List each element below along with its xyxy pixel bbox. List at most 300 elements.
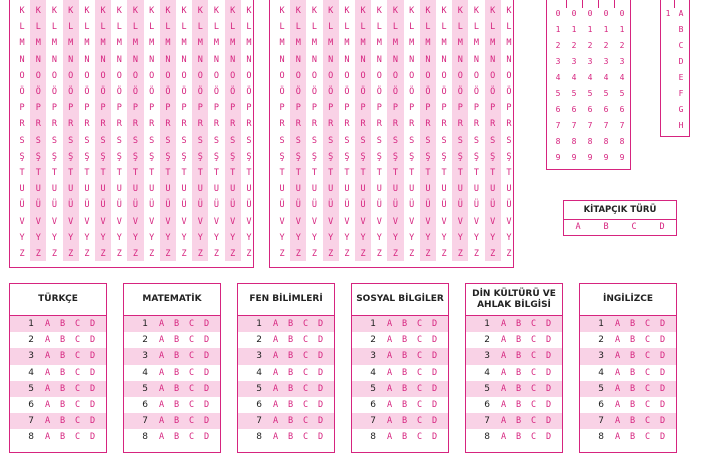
name-left-bubble[interactable]: Z [246,249,252,259]
name-right-bubble[interactable]: Y [344,232,350,243]
name-left-bubble[interactable]: Y [132,232,139,243]
name-left-bubble[interactable]: Y [246,232,252,243]
name-left-bubble[interactable]: L [19,22,25,33]
answer-bubble[interactable]: C [302,432,309,443]
name-left-bubble[interactable]: L [100,22,106,33]
name-left-bubble[interactable]: Ş [68,151,74,162]
name-right-bubble[interactable]: R [425,119,431,130]
name-right-bubble[interactable]: Ş [425,151,431,162]
answer-bubble[interactable]: A [614,432,621,443]
name-right-bubble[interactable]: T [490,168,496,178]
name-left-bubble[interactable]: T [84,168,90,178]
answer-bubble[interactable]: B [401,319,408,330]
answer-bubble[interactable]: D [203,383,210,394]
name-right-bubble[interactable]: R [360,119,366,130]
name-right-bubble[interactable]: R [506,119,512,130]
name-right-bubble[interactable]: U [457,184,463,195]
name-right-bubble[interactable]: R [490,119,496,130]
name-left-bubble[interactable]: Ü [165,200,171,211]
answer-bubble[interactable]: A [500,416,507,427]
name-left-bubble[interactable]: O [35,70,41,81]
answer-bubble[interactable]: B [59,383,66,394]
name-right-bubble[interactable]: Ş [328,151,334,162]
name-right-bubble[interactable]: Y [360,232,366,243]
answer-bubble[interactable]: C [188,335,195,346]
answer-bubble[interactable]: B [59,319,66,330]
name-right-bubble[interactable]: U [376,184,382,195]
name-left-bubble[interactable]: K [51,6,58,16]
name-right-bubble[interactable]: Z [409,249,415,259]
name-right-bubble[interactable]: Ü [328,200,334,211]
digit-bubble[interactable]: 4 [555,73,561,82]
name-right-bubble[interactable]: K [490,6,496,16]
name-right-bubble[interactable]: O [311,70,318,81]
answer-bubble[interactable]: B [629,416,636,427]
name-right-bubble[interactable]: K [473,6,480,16]
name-left-bubble[interactable]: M [35,38,41,49]
class-letter-bubble[interactable]: F [678,89,684,98]
answer-bubble[interactable]: C [302,383,309,394]
answer-bubble[interactable]: D [317,319,324,330]
name-right-bubble[interactable]: V [376,216,382,227]
name-right-bubble[interactable]: L [441,22,447,33]
answer-bubble[interactable]: D [89,416,96,427]
name-right-bubble[interactable]: Ö [328,87,334,97]
name-left-bubble[interactable]: U [132,184,139,195]
name-left-bubble[interactable]: Y [68,232,74,243]
name-left-bubble[interactable]: O [230,70,236,81]
name-right-bubble[interactable]: U [295,184,301,195]
answer-bubble[interactable]: A [272,335,279,346]
name-left-bubble[interactable]: O [51,70,58,81]
name-right-bubble[interactable]: Z [279,249,285,259]
name-left-bubble[interactable]: O [84,70,90,81]
name-left-bubble[interactable]: S [230,135,236,146]
name-right-bubble[interactable]: S [457,135,463,146]
name-right-bubble[interactable]: Ü [360,200,366,211]
name-right-bubble[interactable]: Ş [392,151,399,162]
name-left-bubble[interactable]: S [165,135,171,146]
answer-bubble[interactable]: D [317,351,324,362]
name-right-bubble[interactable]: R [392,119,399,130]
name-left-bubble[interactable]: O [68,70,74,81]
name-left-bubble[interactable]: U [35,184,41,195]
digit-bubble[interactable]: 1 [587,25,593,34]
answer-bubble[interactable]: A [272,351,279,362]
name-left-bubble[interactable]: Z [213,249,220,259]
answer-bubble[interactable]: B [401,432,408,443]
digit-bubble[interactable]: 8 [619,137,625,146]
digit-bubble[interactable]: 3 [587,57,593,66]
name-right-bubble[interactable]: M [425,38,431,49]
name-right-bubble[interactable]: V [441,216,447,227]
answer-bubble[interactable]: B [401,367,408,378]
answer-bubble[interactable]: A [158,335,165,346]
answer-bubble[interactable]: B [515,335,522,346]
name-left-bubble[interactable]: R [84,119,90,130]
name-left-bubble[interactable]: M [213,38,220,49]
name-left-bubble[interactable]: K [84,6,90,16]
name-right-bubble[interactable]: N [441,54,447,65]
name-left-bubble[interactable]: S [68,135,74,146]
digit-bubble[interactable]: 3 [571,57,577,66]
name-right-bubble[interactable]: P [328,103,334,114]
answer-bubble[interactable]: C [644,383,651,394]
name-right-bubble[interactable]: K [425,6,431,16]
name-right-bubble[interactable]: L [360,22,366,33]
name-left-bubble[interactable]: U [116,184,122,195]
answer-bubble[interactable]: C [530,351,537,362]
name-left-bubble[interactable]: Ö [19,87,25,97]
answer-bubble[interactable]: D [431,351,438,362]
name-left-bubble[interactable]: M [19,38,25,49]
name-left-bubble[interactable]: Ü [149,200,155,211]
name-left-bubble[interactable]: T [230,168,236,178]
name-right-bubble[interactable]: Ü [506,200,512,211]
answer-bubble[interactable]: D [431,416,438,427]
name-left-bubble[interactable]: N [35,54,41,65]
name-left-bubble[interactable]: R [165,119,171,130]
answer-bubble[interactable]: A [272,367,279,378]
name-right-bubble[interactable]: O [344,70,350,81]
name-right-bubble[interactable]: S [328,135,334,146]
name-left-bubble[interactable]: R [213,119,220,130]
name-right-bubble[interactable]: O [473,70,480,81]
name-right-bubble[interactable]: S [376,135,382,146]
answer-bubble[interactable]: D [89,367,96,378]
name-right-bubble[interactable]: N [360,54,366,65]
name-right-bubble[interactable]: O [392,70,399,81]
name-left-bubble[interactable]: N [197,54,203,65]
name-right-bubble[interactable]: S [295,135,301,146]
name-right-bubble[interactable]: U [473,184,480,195]
name-right-bubble[interactable]: R [473,119,480,130]
name-right-bubble[interactable]: Ş [344,151,350,162]
name-left-bubble[interactable]: Ş [149,151,155,162]
name-right-bubble[interactable]: Z [457,249,463,259]
name-right-bubble[interactable]: M [295,38,301,49]
name-right-bubble[interactable]: N [279,54,285,65]
answer-bubble[interactable]: A [386,335,393,346]
name-left-bubble[interactable]: S [181,135,187,146]
answer-bubble[interactable]: C [530,367,537,378]
answer-bubble[interactable]: A [44,351,51,362]
name-left-bubble[interactable]: Y [149,232,155,243]
name-right-bubble[interactable]: V [409,216,415,227]
answer-bubble[interactable]: B [629,367,636,378]
name-left-bubble[interactable]: P [19,103,25,114]
digit-bubble[interactable]: 3 [555,57,561,66]
answer-bubble[interactable]: B [287,367,294,378]
name-right-bubble[interactable]: Ö [376,87,382,97]
name-left-bubble[interactable]: T [19,168,25,178]
digit-bubble[interactable]: 7 [571,121,577,130]
answer-bubble[interactable]: B [401,351,408,362]
name-right-bubble[interactable]: P [425,103,431,114]
name-right-bubble[interactable]: R [441,119,447,130]
answer-bubble[interactable]: B [287,432,294,443]
name-left-bubble[interactable]: T [165,168,171,178]
answer-bubble[interactable]: A [44,400,51,411]
digit-bubble[interactable]: 9 [555,153,561,162]
name-left-bubble[interactable]: N [100,54,106,65]
name-right-bubble[interactable]: Z [376,249,382,259]
name-left-bubble[interactable]: N [19,54,25,65]
name-left-bubble[interactable]: S [213,135,220,146]
answer-bubble[interactable]: A [44,367,51,378]
name-right-bubble[interactable]: Ş [457,151,463,162]
answer-bubble[interactable]: B [401,416,408,427]
name-left-bubble[interactable]: M [132,38,139,49]
answer-bubble[interactable]: B [59,351,66,362]
name-left-bubble[interactable]: N [165,54,171,65]
name-left-bubble[interactable]: U [68,184,74,195]
name-left-bubble[interactable]: Y [165,232,171,243]
name-left-bubble[interactable]: Ö [116,87,122,97]
name-right-bubble[interactable]: K [457,6,463,16]
answer-bubble[interactable]: D [431,367,438,378]
digit-bubble[interactable]: 4 [603,73,609,82]
name-right-bubble[interactable]: U [506,184,512,195]
digit-bubble[interactable]: 6 [619,105,625,114]
answer-bubble[interactable]: D [89,335,96,346]
name-left-bubble[interactable]: V [246,216,252,227]
name-left-bubble[interactable]: T [213,168,220,178]
answer-bubble[interactable]: A [500,335,507,346]
answer-bubble[interactable]: A [386,416,393,427]
answer-bubble[interactable]: D [203,351,210,362]
name-right-bubble[interactable]: U [344,184,350,195]
digit-bubble[interactable]: 4 [571,73,577,82]
answer-bubble[interactable]: D [203,335,210,346]
name-right-bubble[interactable]: Ö [473,87,480,97]
name-left-bubble[interactable]: N [213,54,220,65]
name-left-bubble[interactable]: L [68,22,74,33]
answer-bubble[interactable]: B [629,432,636,443]
class-letter-bubble[interactable]: H [678,121,684,130]
booklet-option-d[interactable]: D [659,222,665,232]
name-left-bubble[interactable]: Ş [246,151,252,162]
name-right-bubble[interactable]: Ş [279,151,285,162]
name-right-bubble[interactable]: N [473,54,480,65]
name-left-bubble[interactable]: M [84,38,90,49]
digit-bubble[interactable]: 5 [587,89,593,98]
name-left-bubble[interactable]: K [132,6,139,16]
name-right-bubble[interactable]: Y [425,232,431,243]
name-right-bubble[interactable]: U [409,184,415,195]
name-right-bubble[interactable]: O [457,70,463,81]
answer-bubble[interactable]: C [74,383,81,394]
name-left-bubble[interactable]: Ü [51,200,58,211]
answer-bubble[interactable]: B [287,383,294,394]
name-right-bubble[interactable]: V [328,216,334,227]
name-left-bubble[interactable]: Z [100,249,106,259]
name-left-bubble[interactable]: O [213,70,220,81]
class-number-bubble[interactable]: 1 [665,9,671,18]
answer-bubble[interactable]: C [644,351,651,362]
name-left-bubble[interactable]: Ö [230,87,236,97]
answer-bubble[interactable]: B [629,351,636,362]
name-right-bubble[interactable]: Ö [295,87,301,97]
name-left-bubble[interactable]: Ö [51,87,58,97]
name-left-bubble[interactable]: Ş [100,151,106,162]
name-left-bubble[interactable]: N [149,54,155,65]
name-left-bubble[interactable]: L [246,22,252,33]
name-left-bubble[interactable]: R [246,119,252,130]
name-right-bubble[interactable]: S [409,135,415,146]
name-right-bubble[interactable]: P [392,103,399,114]
name-right-bubble[interactable]: Ö [506,87,512,97]
name-left-bubble[interactable]: M [246,38,252,49]
name-left-bubble[interactable]: Ş [230,151,236,162]
name-right-bubble[interactable]: M [360,38,366,49]
name-right-bubble[interactable]: O [376,70,382,81]
name-left-bubble[interactable]: M [197,38,203,49]
answer-bubble[interactable]: B [59,416,66,427]
name-left-bubble[interactable]: R [35,119,41,130]
name-right-bubble[interactable]: K [392,6,399,16]
name-left-bubble[interactable]: Ö [149,87,155,97]
name-right-bubble[interactable]: V [311,216,318,227]
name-left-bubble[interactable]: Ö [100,87,106,97]
answer-bubble[interactable]: B [173,416,180,427]
name-right-bubble[interactable]: O [409,70,415,81]
name-right-bubble[interactable]: Z [473,249,480,259]
name-left-bubble[interactable]: Ö [181,87,187,97]
name-left-bubble[interactable]: Ş [213,151,220,162]
name-right-bubble[interactable]: K [344,6,350,16]
answer-bubble[interactable]: A [158,383,165,394]
answer-bubble[interactable]: C [416,416,423,427]
answer-bubble[interactable]: C [530,416,537,427]
name-left-bubble[interactable]: O [116,70,122,81]
name-right-bubble[interactable]: U [392,184,399,195]
digit-bubble[interactable]: 0 [603,9,609,18]
name-right-bubble[interactable]: Ş [295,151,301,162]
name-right-bubble[interactable]: N [506,54,512,65]
name-right-bubble[interactable]: T [473,168,480,178]
name-right-bubble[interactable]: P [360,103,366,114]
name-right-bubble[interactable]: Y [506,232,512,243]
name-left-bubble[interactable]: M [100,38,106,49]
answer-bubble[interactable]: A [614,319,621,330]
answer-bubble[interactable]: C [302,367,309,378]
name-left-bubble[interactable]: L [84,22,90,33]
answer-bubble[interactable]: B [401,383,408,394]
answer-bubble[interactable]: C [530,432,537,443]
digit-bubble[interactable]: 6 [587,105,593,114]
name-left-bubble[interactable]: V [213,216,220,227]
name-right-bubble[interactable]: Z [344,249,350,259]
name-left-bubble[interactable]: N [51,54,58,65]
name-left-bubble[interactable]: Ü [100,200,106,211]
digit-bubble[interactable]: 1 [603,25,609,34]
digit-bubble[interactable]: 0 [587,9,593,18]
name-right-bubble[interactable]: T [441,168,447,178]
name-left-bubble[interactable]: U [19,184,25,195]
name-right-bubble[interactable]: Z [506,249,512,259]
answer-bubble[interactable]: A [272,383,279,394]
name-right-bubble[interactable]: K [311,6,318,16]
name-left-bubble[interactable]: U [149,184,155,195]
name-left-bubble[interactable]: Ü [213,200,220,211]
answer-bubble[interactable]: B [173,383,180,394]
answer-bubble[interactable]: A [158,400,165,411]
name-right-bubble[interactable]: T [409,168,415,178]
name-right-bubble[interactable]: Y [409,232,415,243]
answer-bubble[interactable]: C [644,367,651,378]
name-right-bubble[interactable]: Y [441,232,447,243]
name-right-bubble[interactable]: Ü [473,200,480,211]
answer-bubble[interactable]: A [614,416,621,427]
answer-bubble[interactable]: C [188,416,195,427]
answer-bubble[interactable]: D [317,416,324,427]
name-right-bubble[interactable]: Y [376,232,382,243]
answer-bubble[interactable]: C [416,383,423,394]
answer-bubble[interactable]: B [173,432,180,443]
name-right-bubble[interactable]: R [376,119,382,130]
name-left-bubble[interactable]: V [35,216,41,227]
name-right-bubble[interactable]: N [295,54,301,65]
name-left-bubble[interactable]: Z [35,249,41,259]
name-left-bubble[interactable]: K [116,6,122,16]
answer-bubble[interactable]: C [188,400,195,411]
answer-bubble[interactable]: A [500,351,507,362]
name-left-bubble[interactable]: M [68,38,74,49]
name-left-bubble[interactable]: T [149,168,155,178]
digit-bubble[interactable]: 2 [603,41,609,50]
name-right-bubble[interactable]: Z [441,249,447,259]
name-left-bubble[interactable]: N [116,54,122,65]
answer-bubble[interactable]: A [158,319,165,330]
name-left-bubble[interactable]: K [19,6,25,16]
answer-bubble[interactable]: C [74,319,81,330]
name-right-bubble[interactable]: M [409,38,415,49]
name-left-bubble[interactable]: Ü [230,200,236,211]
answer-bubble[interactable]: A [272,400,279,411]
answer-bubble[interactable]: C [302,416,309,427]
name-right-bubble[interactable]: Y [473,232,480,243]
answer-bubble[interactable]: C [74,367,81,378]
answer-bubble[interactable]: A [614,367,621,378]
name-right-bubble[interactable]: Ş [473,151,480,162]
name-left-bubble[interactable]: S [116,135,122,146]
answer-bubble[interactable]: D [545,367,552,378]
name-left-bubble[interactable]: N [181,54,187,65]
answer-bubble[interactable]: C [644,319,651,330]
name-right-bubble[interactable]: M [328,38,334,49]
name-right-bubble[interactable]: L [473,22,480,33]
digit-bubble[interactable]: 1 [619,25,625,34]
digit-bubble[interactable]: 3 [619,57,625,66]
digit-bubble[interactable]: 3 [603,57,609,66]
answer-bubble[interactable]: D [659,319,666,330]
digit-bubble[interactable]: 9 [619,153,625,162]
name-right-bubble[interactable]: U [425,184,431,195]
answer-bubble[interactable]: C [530,335,537,346]
name-left-bubble[interactable]: M [149,38,155,49]
name-right-bubble[interactable]: Z [425,249,431,259]
answer-bubble[interactable]: C [188,383,195,394]
answer-bubble[interactable]: A [44,416,51,427]
answer-bubble[interactable]: D [659,400,666,411]
name-left-bubble[interactable]: L [35,22,41,33]
name-left-bubble[interactable]: L [132,22,139,33]
booklet-option-c[interactable]: C [631,222,637,232]
name-right-bubble[interactable]: L [457,22,463,33]
name-left-bubble[interactable]: Ü [246,200,252,211]
name-right-bubble[interactable]: T [392,168,399,178]
